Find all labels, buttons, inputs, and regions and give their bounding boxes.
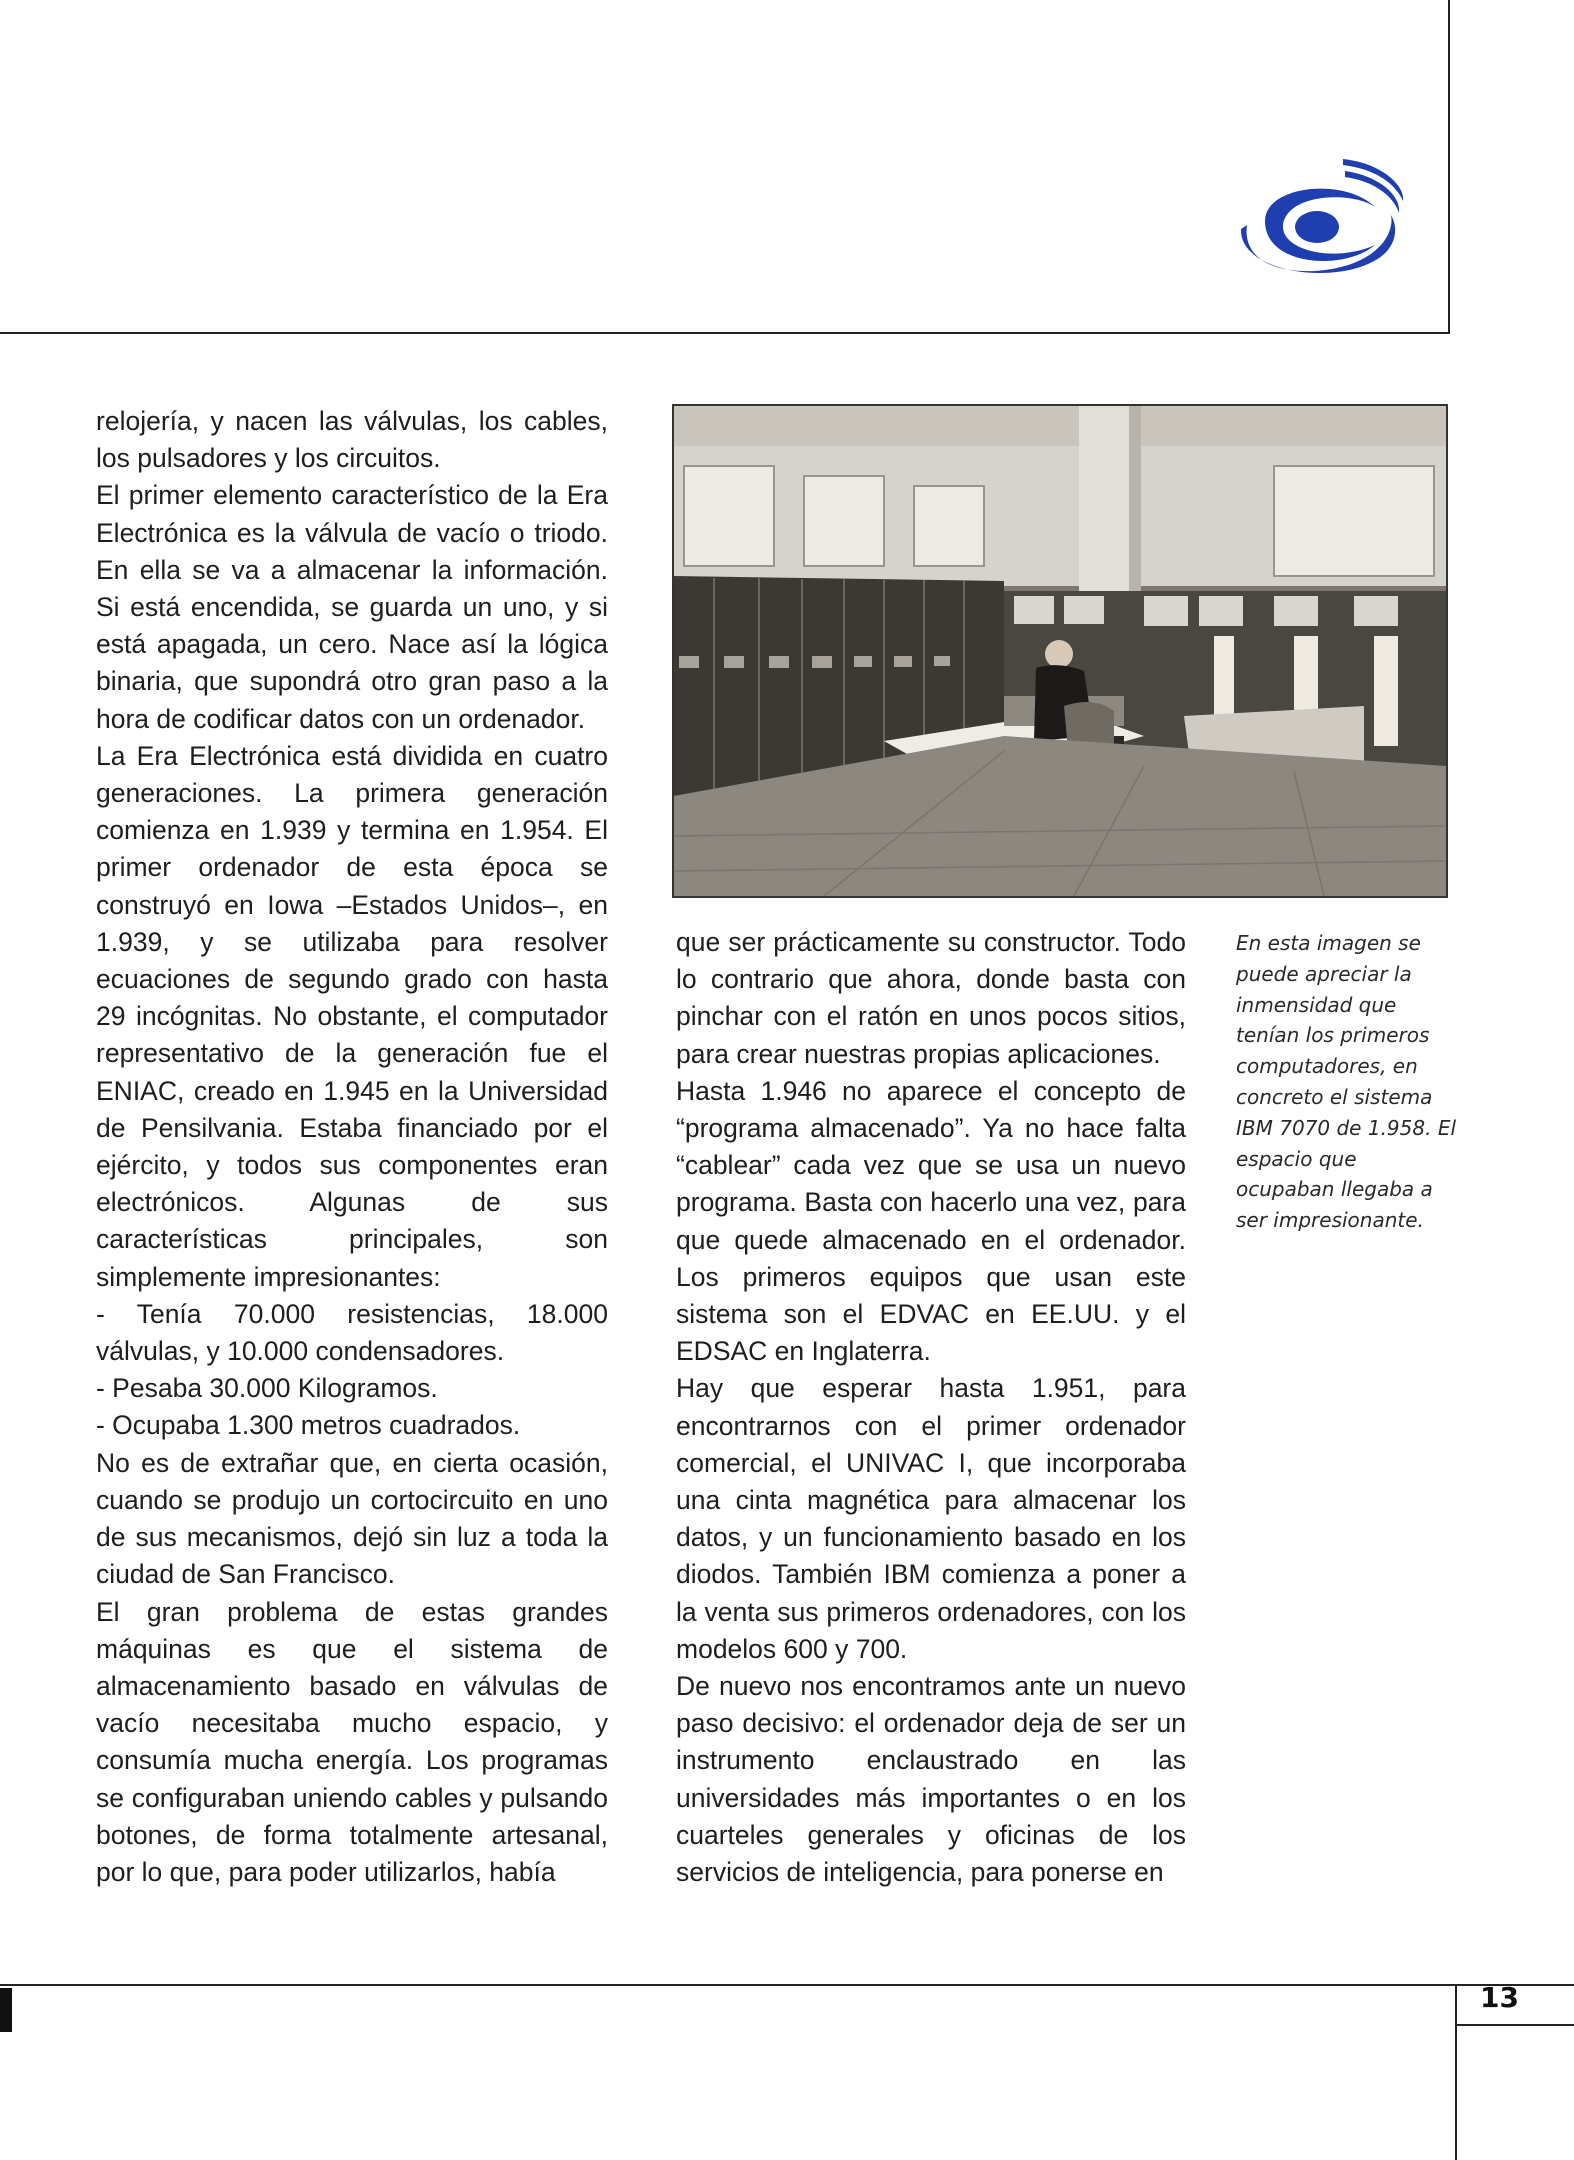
paragraph: El gran problema de estas grandes máquinas es que el sistema de almacenamiento basado en válvulas de vacío necesitaba mucho espacio, y consumía mucha energía. Los programas se configuraban uniendo cables y pulsando botones, de forma totalmente artesanal, por lo que, para poder utilizarlos, había — [96, 1596, 608, 1887]
footer-page-box-rule — [1455, 2024, 1574, 2026]
paragraph: Hay que esperar hasta 1.951, para encontrarnos con el primer ordenador comercial, el UNIVAC I, que incorporaba una cinta magnética para almacenar los datos, y un funcionamiento basado en los diodos. También IBM comienza a poner a la venta sus primeros ordenadores, con los modelos 600 y 700. — [676, 1373, 1186, 1664]
text-column-left — [96, 403, 608, 1891]
paragraph: No es de extrañar que, en cierta ocasión, cuando se produjo un cortocircuito en uno de sus mecanismos, dejó sin luz a toda la ciudad de San Francisco. — [96, 1447, 608, 1590]
paragraph: que ser prácticamente su constructor. Todo lo contrario que ahora, donde basta con pinchar con el ratón en unos pocos sitios, para crear nuestras propias aplicaciones. — [676, 927, 1186, 1069]
list-item: - Pesaba 30.000 Kilogramos. — [96, 1373, 438, 1404]
footer-edge-mark — [0, 1988, 12, 2032]
paragraph: relojería, y nacen las válvulas, los cables, los pulsadores y los circuitos. — [96, 406, 608, 474]
paragraph: El primer elemento característico de la Era Electrónica es la válvula de vacío o triodo. En ella se va a almacenar la información. Si está encendida, se guarda un uno, y si está apagada, un cero. Nace así la lógica binaria, que supondrá otro gran paso a la hora de codificar datos con un ordenador. — [96, 480, 608, 734]
header-rule — [0, 332, 1450, 334]
paragraph: Hasta 1.946 no aparece el concepto de “programa almacenado”. Ya no hace falta “cablear” cada vez que se usa un nuevo programa. Basta con hacerlo una vez, para que quede almacenado en el ordenador. Los primeros equipos que usan este sistema son el EDVAC en EE.UU. y el EDSAC en Inglaterra. — [676, 1075, 1186, 1367]
ibm-7070-photo — [672, 404, 1448, 898]
footer-rule — [0, 1984, 1574, 1986]
paragraph: La Era Electrónica está dividida en cuatro generaciones. La primera generación comienza en 1.939 y termina en 1.954. El primer ordenador de esta época se construyó en Iowa –Estados Unidos–, en 1.939, y se utilizaba para resolver ecuaciones de segundo grado con hasta 29 incógnitas. No obstante, el computador representativo de la generación fue el ENIAC, creado en 1.945 en la Universidad de Pensilvania. Estaba financiado por el ejército, y todos sus componentes eran electrónicos. Algunas de sus características principales, son simplemente impresionantes: — [96, 740, 608, 1292]
header-vertical-rule — [1448, 0, 1450, 334]
paragraph: De nuevo nos encontramos ante un nuevo paso decisivo: el ordenador deja de ser un instrumento enclaustrado en las universidades más importantes o en los cuarteles generales y oficinas de los servicios de inteligencia, para ponerse en — [676, 1671, 1186, 1888]
publication-logo — [1225, 155, 1405, 295]
page-number: 13 — [1480, 1981, 1519, 2014]
footer-vertical-rule — [1455, 1984, 1457, 2160]
list-item: - Ocupaba 1.300 metros cuadrados. — [96, 1410, 521, 1441]
photo-caption: En esta imagen se puede apreciar la inmensidad que tenían los primeros computadores, en concreto el sistema IBM 7070 de 1.958. El espacio que ocupaban llegaba a ser impresionante. — [1236, 931, 1457, 1233]
list-item: - Tenía 70.000 resistencias, 18.000 válvulas, y 10.000 condensadores. — [96, 1298, 608, 1367]
text-column-middle — [676, 924, 1186, 1891]
